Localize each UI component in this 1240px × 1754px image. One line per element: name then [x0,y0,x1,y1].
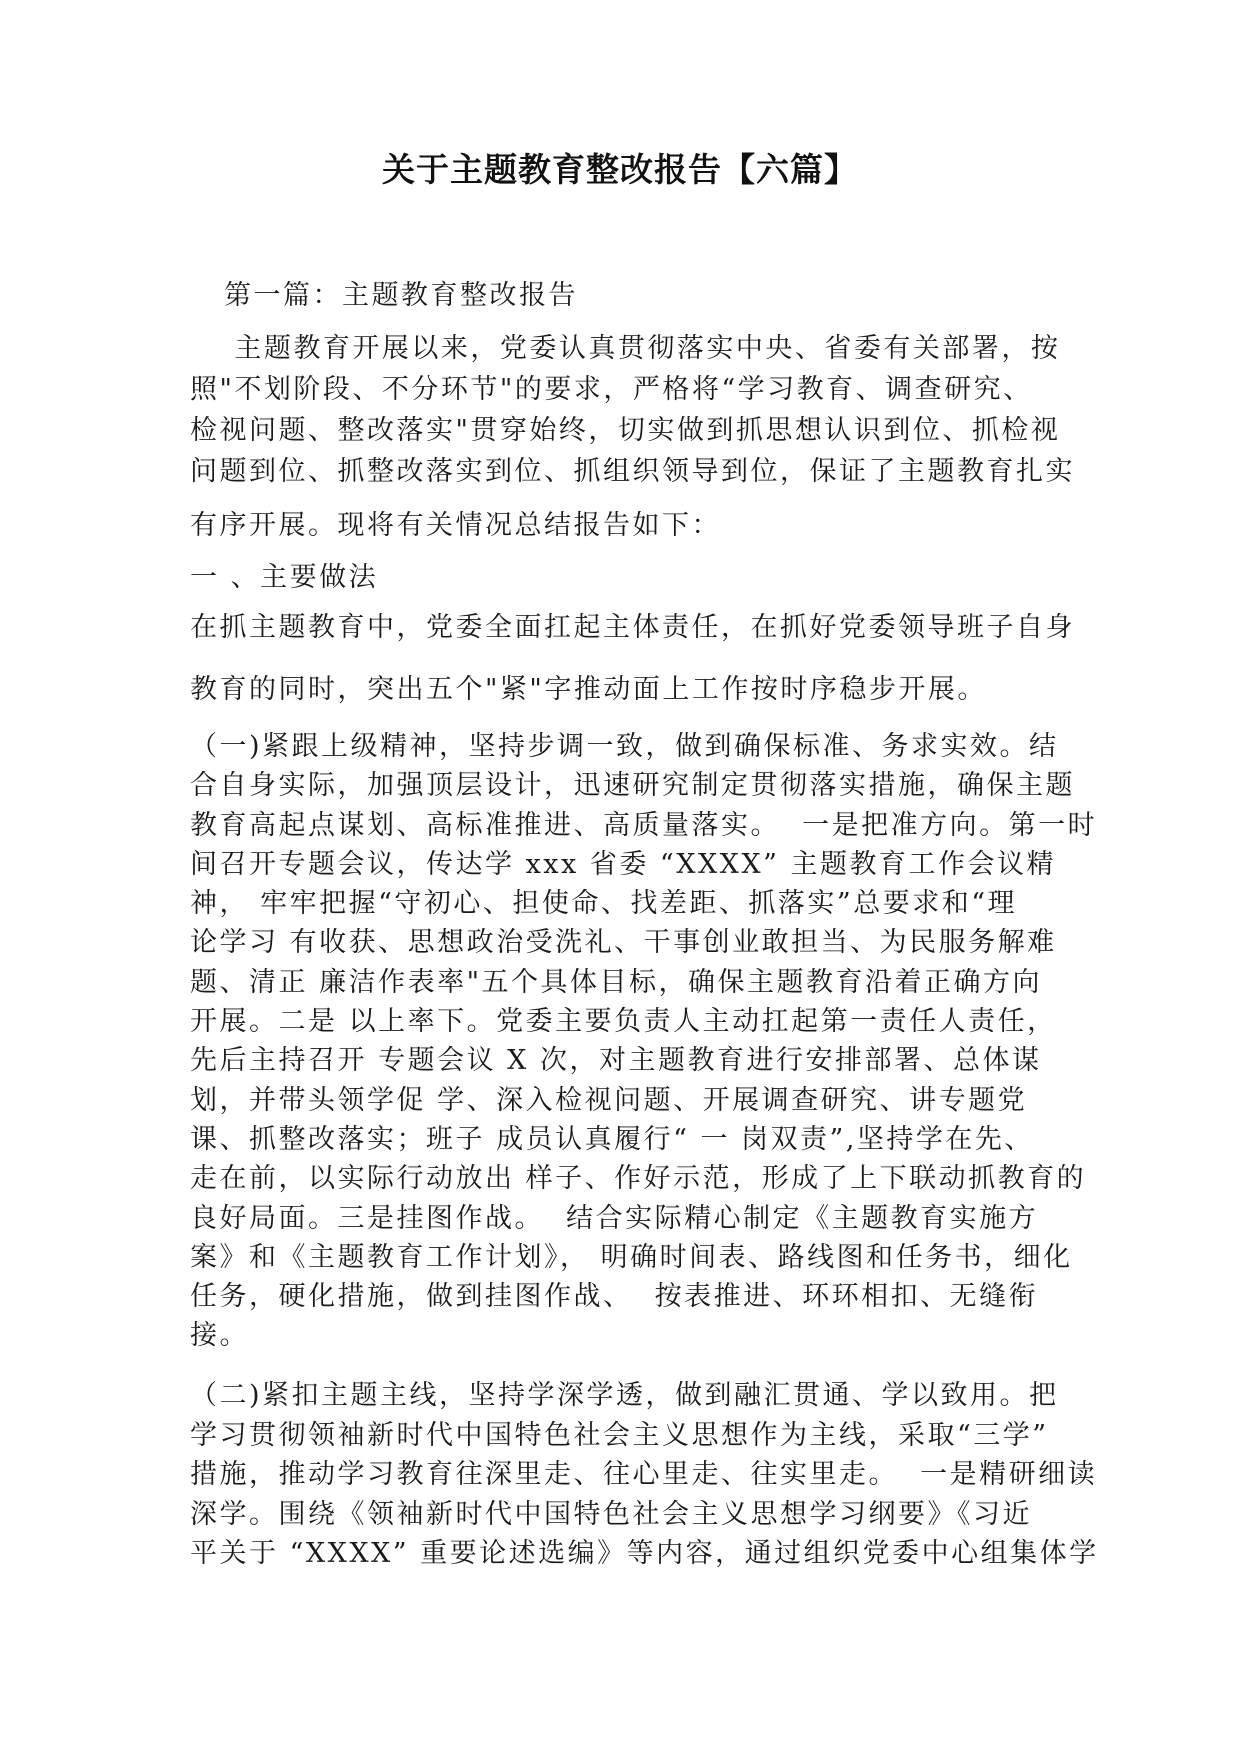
paragraph-line: 先后主持召开 专题会议 X 次，对主题教育进行安排部署、总体谋 [190,1045,1042,1077]
intro-paragraph [190,328,1075,492]
paragraph-line: 走在前，以实际行动放出 样子、作好示范，形成了上下联动抓教育的 [190,1163,1087,1195]
intro-line: 问题到位、抓整改落实到位、抓组织领导到位，保证了主题教育扎实 [190,456,1075,487]
paragraph-line: 良好局面。三是挂图作战。 结合实际精心制定《主题教育实施方 [190,1202,1039,1234]
paragraph-line: 题、清正 廉洁作表率"五个具体目标，确保主题教育沿着正确方向 [190,966,1043,998]
paragraph-line: （一)紧跟上级精神，坚持步调一致，做到确保标准、务求实效。结 [190,731,1059,762]
intro-line: 检视问题、整改落实"贯穿始终，切实做到抓思想认识到位、抓检视 [190,415,1061,446]
paragraph-line: 任务，硬化措施，做到挂图作战、 按表推进、环环相扣、无缝衔 [190,1281,1039,1313]
paragraph-line: （二)紧扣主题主线，坚持学深学透，做到融汇贯通、学以致用。把 [190,1380,1059,1411]
subsection-paragraph-1 [190,727,1098,1356]
paragraph-line: 论学习 有收获、思想政治受洗礼、干事创业敢担当、为民服务解难 [190,927,1057,959]
chapter-heading-text: 第一篇：主题教育整改报告 [224,280,578,311]
paragraph-line: 合自身实际，加强顶层设计，迅速研究制定贯彻落实措施，确保主题 [190,770,1075,802]
paragraph-line: 深学。围绕《领袖新时代中国特色社会主义思想学习纲要》《习近 [190,1498,1032,1530]
section-paragraph-line: 在抓主题教育中，党委全面扛起主体责任，在抓好党委领导班子自身 [190,612,1075,643]
chapter-heading [190,276,1094,316]
paragraph-line: 措施，推动学习教育往深里走、往心里走、往实里走。 一是精研细读 [190,1459,1098,1490]
paragraph-line: 神， 牢牢把握“守初心、担使命、找差距、抓落实”总要求和“理 [190,888,1017,920]
paragraph-line: 划，并带头领学促 学、深入检视问题、开展调查研究、讲专题党 [190,1084,1028,1116]
intro-paragraph-end [190,506,1060,546]
section-paragraph [190,608,1075,648]
subsection-paragraph-2 [190,1376,1099,1574]
paragraph-line: 开展。二是 以上率下。党委主要负责人主动扛起第一责任人责任， [190,1006,1057,1038]
paragraph-line: 平关于 “XXXX” 重要论述选编》等内容，通过组织党委中心组集体学 [190,1538,1099,1569]
intro-line: 主题教育开展以来，党委认真贯彻落实中央、省委有关部署，按 [190,333,1061,364]
section-paragraph-line: 教育的同时，突出五个"紧"字推动面上工作按时序稳步开展。 [190,674,987,705]
paragraph-line: 教育高起点谋划、高标准推进、高质量落实。 一是把准方向。第一时 [190,809,1098,841]
intro-line: 有序开展。现将有关情况总结报告如下： [190,510,721,541]
section-heading [190,558,1060,598]
paragraph-line: 间召开专题会议，传达学 xxx 省委 “XXXX” 主题教育工作会议精 [190,848,1057,880]
paragraph-line: 课、抓整改落实；班子 成员认真履行“ 一 岗双责”,坚持学在先、 [190,1123,1034,1155]
section-heading-text: 一 、主要做法 [190,562,379,593]
intro-line: 照"不划阶段、不分环节"的要求，严格将“学习教育、调查研究、 [190,374,1033,405]
paragraph-line: 案》和《主题教育工作计划》， 明确时间表、路线图和任务书，细化 [190,1241,1073,1273]
paragraph-line: 接。 [190,1320,249,1352]
paragraph-line: 学习贯彻领袖新时代中国特色社会主义思想作为主线，采取“三学” [190,1419,1049,1451]
section-paragraph [190,670,1060,710]
document-title: 关于主题教育整改报告【六篇】 [382,150,858,189]
